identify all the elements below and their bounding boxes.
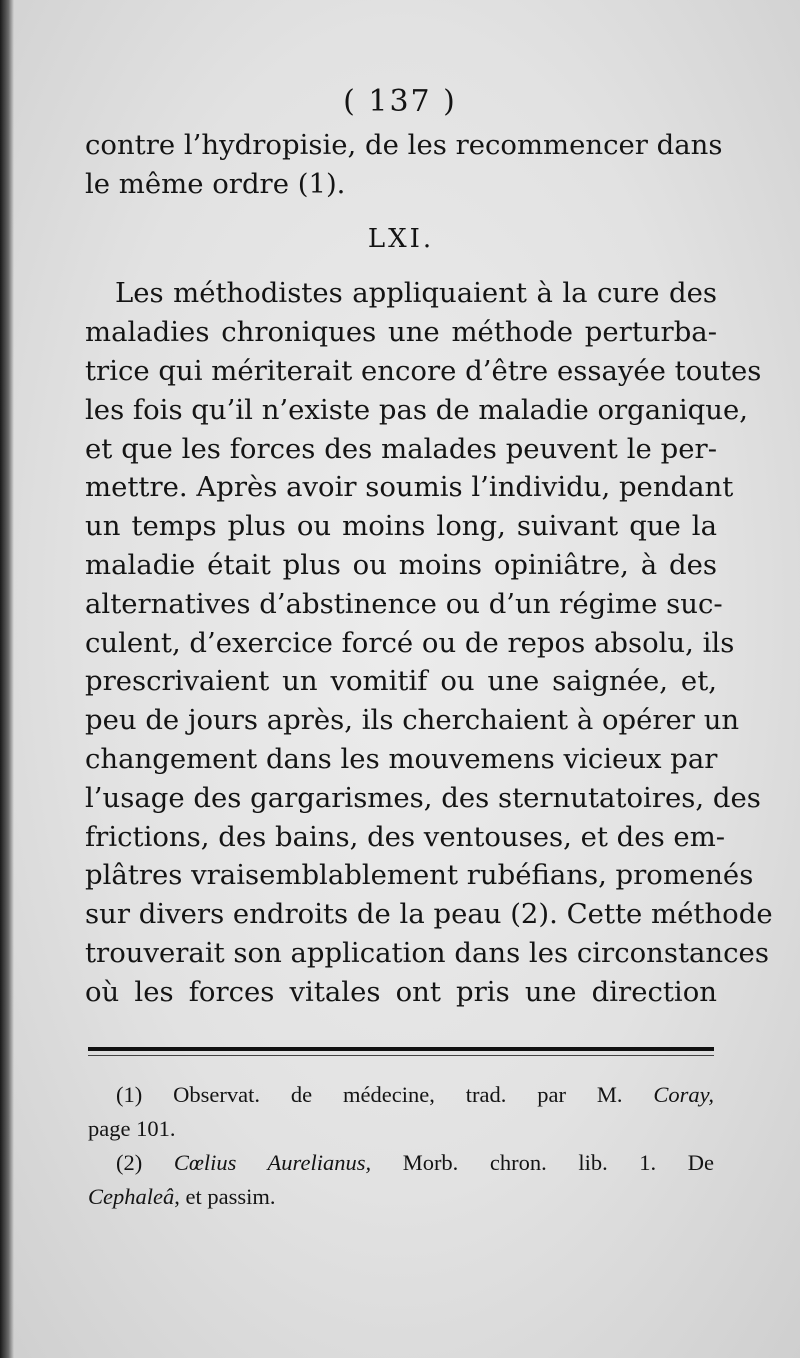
- footnote-author: Coray,: [653, 1082, 714, 1107]
- footnote-1: [88, 1078, 714, 1112]
- text-line: les fois qu’il n’existe pas de maladie organique,: [85, 393, 748, 426]
- footnote-rule-thin: [88, 1055, 714, 1056]
- footnote-2: [88, 1146, 714, 1180]
- text-line: mettre. Après avoir soumis l’individu, pendant: [85, 471, 734, 504]
- footnote-author: Cœlius Aurelianus,: [173, 1150, 372, 1175]
- text-line: maladie était plus ou moins opiniâtre, à des: [85, 548, 717, 581]
- text-line: peu de jours après, ils cherchaient à opérer un: [85, 704, 740, 737]
- text-line: Les méthodistes appliquaient à la cure des: [115, 277, 717, 310]
- text-line: trouverait son application dans les circonstances: [85, 936, 769, 969]
- footnote-1-continuation: page 101.: [88, 1116, 176, 1141]
- text-line: sur divers endroits de la peau (2). Cette méthode: [85, 898, 773, 931]
- page-number: ( 137 ): [343, 84, 457, 119]
- text-line: l’usage des gargarismes, des sternutatoires, des: [85, 781, 761, 814]
- text-line: où les forces vitales ont pris une direction: [85, 975, 717, 1008]
- text-line: trice qui mériterait encore d’être essayée toutes: [85, 354, 762, 387]
- text-line: frictions, des bains, des ventouses, et des em-: [85, 820, 726, 853]
- footnote-text: Morb. chron. lib. 1. De: [402, 1150, 715, 1175]
- text-line: un temps plus ou moins long, suivant que la: [85, 510, 717, 543]
- text-line: prescrivaient un vomitif ou une saignée, et,: [85, 665, 717, 698]
- page-binding-shadow: [0, 0, 14, 1358]
- text-line: le même ordre (1).: [85, 167, 346, 200]
- footnote-text: Observat. de médecine, trad. par M.: [173, 1082, 623, 1107]
- text-line: plâtres vraisemblablement rubéfians, promenés: [85, 859, 754, 892]
- body-text: [85, 126, 773, 1012]
- text-line: contre l’hydropisie, de les recommencer dans: [85, 129, 723, 161]
- footnote-marker: (2): [116, 1150, 143, 1175]
- footnote-text: , et passim.: [174, 1184, 276, 1209]
- text-line: et que les forces des malades peuvent le per-: [85, 432, 717, 465]
- footnote-2-continuation: [88, 1180, 714, 1214]
- footnotes: [88, 1078, 714, 1214]
- section-title: LXI.: [367, 223, 435, 254]
- text-line: maladies chroniques une méthode perturba-: [85, 316, 717, 349]
- text-line: changement dans les mouvemens vicieux par: [85, 742, 718, 775]
- footnote-work: Cephaleâ: [88, 1184, 175, 1209]
- text-line: alternatives d’abstinence ou d’un régime suc-: [85, 587, 723, 620]
- text-line: culent, d’exercice forcé ou de repos absolu, ils: [85, 626, 735, 659]
- footnote-rule: [88, 1047, 714, 1051]
- footnote-marker: (1): [116, 1082, 143, 1107]
